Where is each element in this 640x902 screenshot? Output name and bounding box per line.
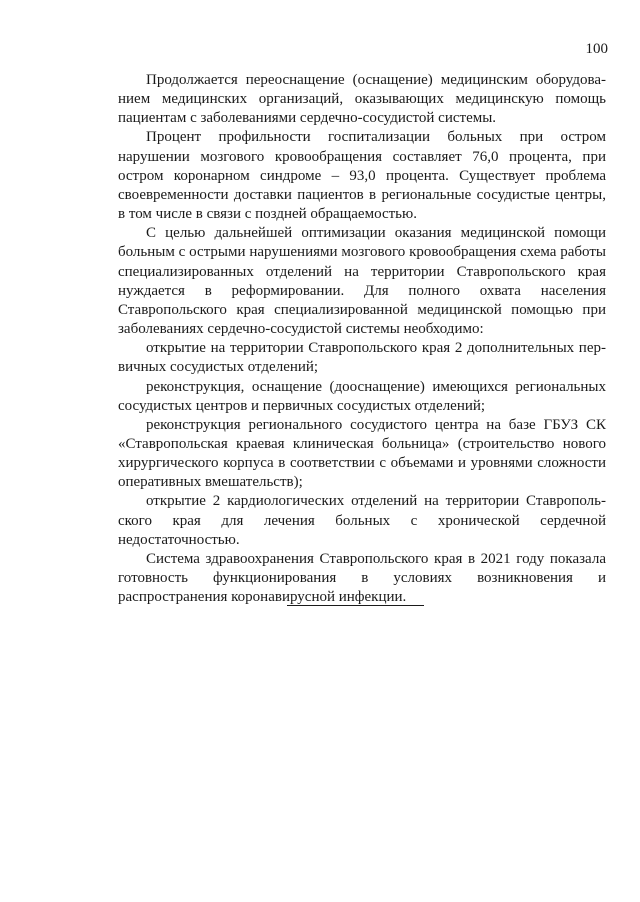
paragraph-optimization: С целью дальнейшей оптимизации оказания медицинской помощи больным с острыми нарушениями мозгового кровообращения схема работы специализированных отделений на территории Ставропольского края нуждается в реформировании. Для полного охвата населения Ставропольского края специализированной медицинской помощью при заболеваниях сердечно-сосудистой системы необходимо: (118, 225, 606, 338)
list-item-new-departments: открытие на территории Ставропольского края 2 дополнительных первичных сосудистых отделений; (118, 340, 606, 376)
body-text (118, 71, 606, 607)
paragraph-hospitalization: Процент профильности госпитализации больных при остром нарушении мозгового кровообращения составляет 76,0 процента, при остром коронарном синдроме – 93,0 процента. Существует проблема своевременности доставки пациентов в региональные сосудистые центры, в том числе в связи с поздней обращаемостью. (118, 129, 606, 223)
list-item-regional-center: реконструкция регионального сосудистого центра на базе ГБУЗ СК «Ставропольская краевая клиническая больница» (строительство нового хирургического корпуса в соответствии с объемами и уровнями сложности оперативных вмешательств); (118, 416, 606, 491)
end-separator-line (287, 605, 424, 606)
page-number: 100 (585, 41, 608, 57)
paragraph-covid-readiness: Система здравоохранения Ставропольского края в 2021 году показала готовность функционирования в условиях возникновения и распространения коронавирусной инфекции. (118, 550, 606, 606)
list-item-reconstruction-equipment: реконструкция, оснащение (дооснащение) имеющихся региональных сосудистых центров и первичных сосудистых отделений; (118, 378, 606, 414)
list-item-cardiology-departments: открытие 2 кардиологических отделений на территории Ставропольского края для лечения больных с хронической сердечной недостаточностью. (118, 493, 606, 548)
paragraph-equipment: Продолжается переоснащение (оснащение) медицинским оборудованием медицинских организаций, оказывающих медицинскую помощь пациентам с заболеваниями сердечно-сосудистой системы. (118, 72, 606, 127)
